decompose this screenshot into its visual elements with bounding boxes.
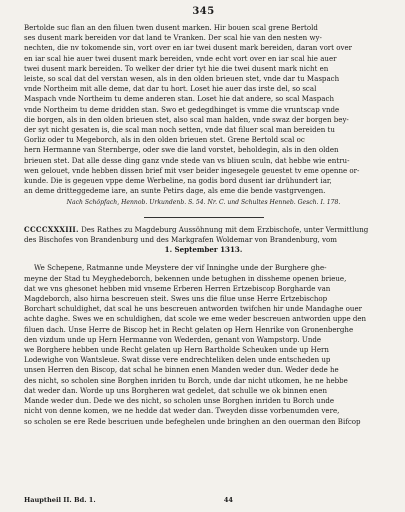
document-heading — [24, 225, 383, 255]
heading-line-2: des Bischofes von Brandenburg und des Markgrafen Woldemar von Brandenburg, vom — [24, 235, 338, 245]
document-date: 1. September 1313. — [164, 245, 243, 255]
paragraph-1-line: brieuen stet. Dat alle desse ding ganz vnde stede van vs bliuen sculn, dat hebbe wie entru- — [24, 155, 350, 165]
paragraph-1-line: Gorliz oder tu Megeborch, als in den olden brieuen stet. Grene Bertold scal oc — [24, 135, 305, 145]
section-divider — [144, 217, 264, 218]
paragraph-2-line: unsen Herren den Biscop, dat schal he binnen enen Manden weder dun. Weder dede he — [24, 365, 339, 375]
paragraph-1-line: Bertolde suc flan an den filuen twen dusent marken. Hir bouen scal grene Bertold — [24, 23, 318, 32]
paragraph-2-line: Mande weder dun. Dede we des nicht, so scholen unse Borghen inriden tu Borch unde — [24, 396, 335, 406]
paragraph-1-line: twei dusent mark bereiden. To welker der drier tyt hie die twei dusent mark nicht en — [24, 63, 329, 73]
paragraph-1-line: wen gelouet, vnde hebben dissen brief mit vser beider ingesegele geuestet tv eme openne or- — [24, 165, 360, 175]
paragraph-1-line: an deme dritteggedeme iare, an sunte Petirs dage, als eme die bende vastgrvengen. — [24, 186, 326, 196]
paragraph-2-line: so scholen se ere Rede bescriuen unde befeghelen unde bringhen an den ouerman den Bifcop — [24, 416, 361, 426]
paragraph-2-line: den vizdum unde up Hern Hermanne von Wederden, genant von Wampstorp. Unde — [24, 334, 322, 344]
charter-paragraph-2 — [24, 263, 383, 426]
paragraph-1-line: vnde Northeim tu deme dridden stan. Swo et gedegdhinget is vmme die vruntscap vnde — [24, 104, 340, 114]
paragraph-2-line: meyne der Stad tu Meyghedeborch, bekennen unde betughen in dissheme openen brieue, — [24, 273, 347, 283]
paragraph-2-line: We Schepene, Ratmanne unde Meystere der vif Inninghe unde der Burghere ghe- — [34, 263, 327, 273]
paragraph-2-line: des nicht, so scholen sine Borghen inriden tu Borch, unde dar nicht utkomen, he ne hebbe — [24, 375, 348, 385]
document-number: CCCCXXXIII. — [24, 225, 79, 235]
paragraph-1-line: vnde Northeim mit alle deme, dat dar tu hort. Loset hie auer das irste del, so scal — [24, 84, 317, 94]
paragraph-2-line: Lodewighe von Wantsleue. Swat disse vere endrechteliken delen unde entscheden up — [24, 355, 331, 365]
paragraph-1-line: nechten, die nv tokomende sin, vort over en iar twei dusent mark bereiden, daran vort over — [24, 43, 353, 53]
paragraph-2-line: achte daghe. Swes we en schuldighen, dat scole we eme weder bescreuen antworden uppe den — [24, 314, 367, 324]
paragraph-1-line: kunde. Die is gegeuen vppe deme Werbeline, na godis bord dusent iar drühundert iar, — [24, 176, 332, 186]
paragraph-2-line: filuen dach. Unse Herre de Biscop het in Recht gelaten op Hern Henrike von Gronenberghe — [24, 324, 354, 334]
paragraph-1-line: der syt nicht gesaten is, die scal man noch setten, vnde dat filuer scal man bereiden tu — [24, 125, 335, 135]
paragraph-1-line: en iar scal hie auer twei dusent mark bereiden, vnde echt vort over en iar scal hie auer — [24, 53, 337, 63]
paragraph-2-line: Borchart schuldighet, dat scal he uns bescreuen antworden twifchen hir unde Mandaghe ouer — [24, 304, 362, 314]
paragraph-1-line: hern Hermanne van Sternberge, oder swe die land vorstet, beholdegin, als in den olden — [24, 145, 339, 155]
source-citation: Nach Schöpfach, Hennob. Urkundenb. S. 54. Nr. C. und Schultes Henneb. Gesch. I. 178. — [66, 199, 341, 207]
paragraph-2-line: dat we vns ghesonet hebben mid vnseme Erberen Herren Ertzebiscop Borgharde van — [24, 283, 331, 293]
paragraph-1-line: die borgen, als in den olden brieuen stet, also scal man halden, vnde swaz der borgen bey- — [24, 114, 349, 124]
paragraph-2-line: nicht von denne komen, we ne hedde dat weder dan. Tweyden disse vorbenumden vere, — [24, 406, 340, 416]
footer-sheet-number: 44 — [223, 496, 233, 504]
page-footer — [24, 496, 383, 504]
paragraph-2-line: Magdeborch, also hirna bescreuen steit. Swes uns die filue unse Herre Ertzebischop — [24, 294, 328, 304]
heading-line-1: Des Rathes zu Magdeburg Aussöhnung mit dem Erzbischofe, unter Vermittlung — [81, 225, 369, 235]
paragraph-1-line: ses dusent mark bereiden vor dat land te Vranken. Der scal hie van den nesten wy- — [24, 33, 322, 43]
paragraph-1-line: Maspach vnde Northeim tu deme anderen stan. Loset hie dat andere, so scal Maspach — [24, 94, 334, 104]
footer-signature: Hauptheil II. Bd. 1. — [24, 496, 96, 504]
paragraph-2-line: dat weder dan. Worde up uns Borgheren wat gedelet, dat schulle we ok binnen enen — [24, 385, 328, 395]
paragraph-1-line: leiste, so scal dat del verstan wesen, als in den olden brieuen stet, vnde dar tu Maspach — [24, 74, 340, 84]
page-number: 345 — [192, 6, 215, 17]
paragraph-2-line: we Borghere hebben unde Recht gelaten up Hern Bartholde Scheuken unde up Hern — [24, 345, 329, 355]
charter-paragraph-1 — [24, 23, 383, 196]
